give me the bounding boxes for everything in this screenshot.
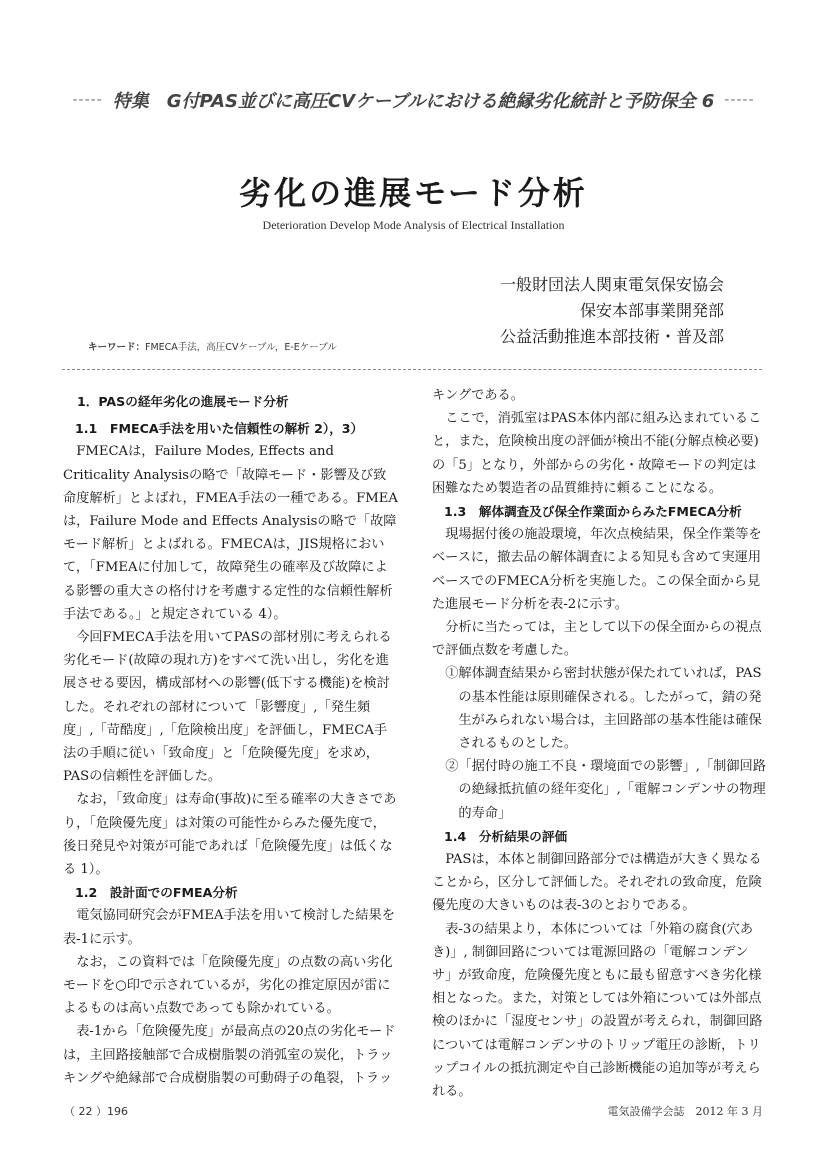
subsection-heading: 1.4 分析結果の評価 [444, 828, 568, 844]
authors-block [500, 272, 724, 350]
author-line: 公益活動推進本部技術・普及部 [499, 327, 724, 346]
list-item: ①解体調査結果から密封状態が保たれていれば，PASの基本性能は原則確保される。したがって，錆の発生がみられない場合は，主回路部の基本性能は確保されるものとした。 [445, 666, 762, 752]
paragraph: なお，「致命度」は寿命(事故)に至る確率の大きさであり，「危険優先度」は対策の可能性からみた優先度で，後日発見や対策が可能であれば「危険優先度」は低くなる 1）。 [63, 792, 397, 878]
paragraph: なお，この資料では「危険優先度」の点数の高い劣化モードを○印で示されているが，劣化の推定原因が雷によるものは高い点数であっても除かれている。 [63, 954, 393, 1017]
paragraph: PASは，本体と制御回路部分では構造が大きく異なることから，区分して評価した。それぞれの致命度，危険優先度の大きいものは表-3のとおりである。 [432, 852, 762, 914]
keywords-text: FMECA手法，高圧CVケーブル，E-Eケーブル [145, 342, 337, 353]
journal-footer: 電気設備学会誌 2012 年 3 月 [607, 1105, 763, 1118]
paragraph: キングである。 [432, 388, 524, 403]
list-item: ②「据付時の施工不良・環境面での影響」,「制御回路の絶縁抵抗値の経年変化」,「電解コンデンサの物理的寿命」 [445, 759, 766, 821]
paragraph: 表-1から「危険優先度」が最高点の20点の劣化モードは，主回路接触部で合成樹脂製の消弧室の炭化，トラッキングや絶縁部で合成樹脂製の可動碍子の亀裂，トラッ [63, 1024, 396, 1086]
page-number: （ 22 ）196 [64, 1105, 128, 1118]
paragraph: 電気協同研究会がFMEA手法を用いて検討した結果を表-1に示す。 [63, 908, 395, 947]
header-dashes-left: ----- [72, 92, 103, 108]
section-heading: 1．PASの経年劣化の進展モード分析 [77, 394, 289, 409]
article-subtitle: Deterioration Develop Mode Analysis of Electrical Installation [262, 218, 565, 232]
right-column [432, 384, 766, 1103]
subsection-heading: 1.1 FMECA手法を用いた信頼性の解析 2），3） [75, 421, 364, 437]
author-line: 保安本部事業開発部 [579, 301, 724, 320]
article-title: 劣化の進展モード分析 [239, 174, 588, 212]
paragraph: 表-3の結果より，本体については「外箱の腐食(穴あき)」, 制御回路については電源回路の「電解コンデンサ」が致命度，危険優先度ともに最も留意すべき劣化様相となった。また，対策としては外箱については外部点検のほかに「湿度センサ」の設置が考えられ，制御回路については電解コンデンサのトリップ電圧の診断，トリップコイルの抵抗測定や自己診断機能の追加等が考えられる。 [432, 921, 763, 1100]
subsection-heading: 1.3 解体調査及び保全作業面からみたFMECA分析 [444, 504, 742, 520]
header-dashes-right: ----- [724, 92, 755, 108]
author-line: 一般財団法人関東電気保安協会 [499, 275, 724, 294]
subsection-heading: 1.2 設計面でのFMEA分析 [75, 885, 238, 901]
paragraph: 今回FMECA手法を用いてPASの部材別に考えられる劣化モード(故障の現れ方)をすべて洗い出し，劣化を進展させる要因，構成部材への影響(低下する機能)を検討した。それぞれの部材について「影響度」,「発生頻度」,「苛酷度」,「危険検出度」を評価し，FMECA手法の手順に従い「致命度」と「危険優先度」を求め，PASの信頼性を評価した。 [63, 630, 392, 785]
keywords [88, 339, 337, 353]
paragraph: 現場据付後の施設環境，年次点検結果，保全作業等をベースに，撤去品の解体調査による知見も含めて実運用ベースでのFMECA分析を実施した。この保全面から見た進展モード分析を表-2に示す。 [432, 527, 762, 612]
paragraph: FMECAは，Failure Modes, Effects and Criticality Analysisの略で「故障モード・影響及び致命度解析」とよばれ，FMEA手法の一種である。FMEAは，Failure Mode and Effects Analysisの略で「故障モード解析」とよばれる。FMECAは，JIS規格において，「FMEAに付加して，故障発生の確率及び故障による影響の重大さの格付けを考慮する定性的な信頼性解析手法である。」と規定されている 4）。 [63, 444, 398, 622]
paragraph: ここで，消弧室はPAS本体内部に組み込まれていること，また，危険検出度の評価が検出不能(分解点検必要)の「5」となり，外部からの劣化・故障モードの判定は困難なため製造者の品質維持に頼ることになる。 [432, 411, 762, 496]
keywords-label: キーワード： [88, 342, 146, 353]
paragraph: 分析に当たっては，主として以下の保全面からの視点で評価点数を考慮した。 [432, 620, 762, 659]
series-title: 特集 G付PAS並びに高圧CVケーブルにおける絶縁劣化統計と予防保全 6 [112, 91, 715, 112]
divider [62, 369, 762, 370]
left-column [63, 384, 398, 1090]
series-header [60, 86, 767, 114]
